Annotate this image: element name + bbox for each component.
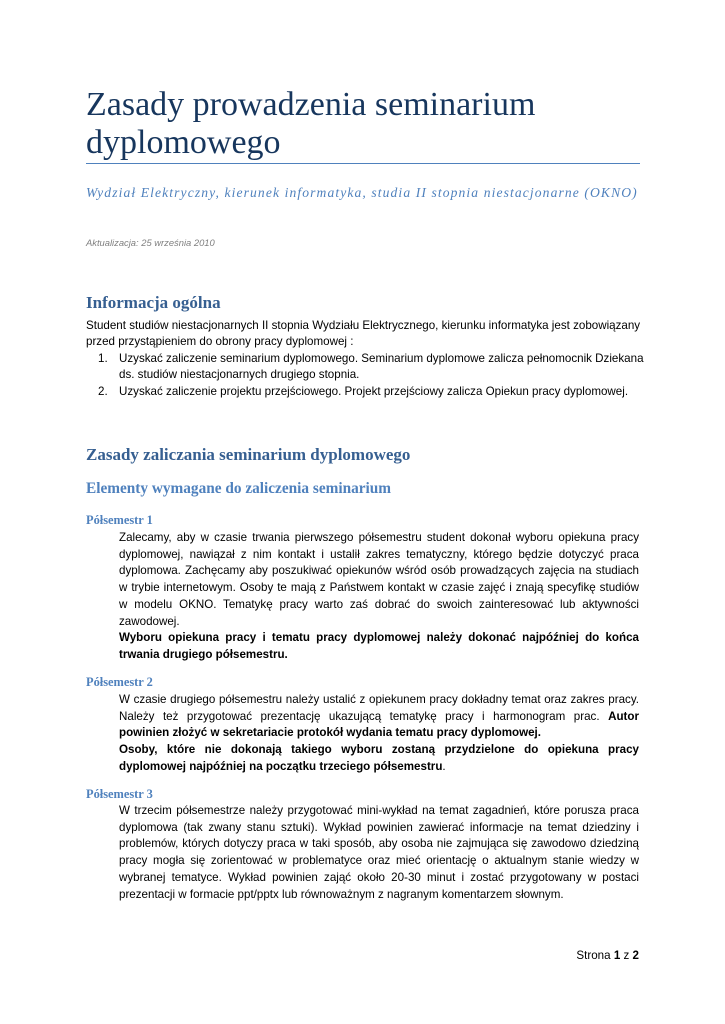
list-item-number: 2.	[98, 384, 108, 398]
semester-1-text	[119, 530, 639, 664]
list-item	[86, 384, 646, 400]
semester-3-text	[119, 803, 639, 903]
heading-required-elements: Elementy wymagane do zaliczenia seminarium	[86, 480, 392, 497]
semester-2-protocol-note: Autor powinien złożyć w sekretariacie protokół wydania tematu pracy dyplomowej.	[119, 709, 639, 740]
semester-2-text	[119, 692, 639, 776]
page-label: Strona	[576, 949, 611, 962]
document-title: Zasady prowadzenia seminarium dyplomowego	[86, 86, 536, 161]
page-of: z	[623, 949, 630, 962]
semester-2-body: W czasie drugiego półsemestru należy ustalić z opiekunem pracy dokładny temat oraz zakres pracy. Należy też przygotować prezentację ukazującą tematykę pracy i harmonogram prac.	[119, 693, 639, 723]
page-current: 1	[613, 949, 621, 962]
semester-2-period: .	[442, 759, 446, 773]
semester-1-deadline: Wyboru opiekuna pracy i tematu pracy dyplomowej należy dokonać najpóźniej do końca trwania drugiego półsemestru.	[119, 631, 639, 661]
page-number	[576, 949, 639, 962]
requirements-list	[86, 351, 646, 400]
heading-semester-1: Półsemestr 1	[86, 513, 153, 527]
heading-general-info: Informacja ogólna	[86, 293, 221, 312]
title-underline	[86, 163, 640, 164]
update-date: Aktualizacja: 25 września 2010	[86, 237, 215, 248]
semester-1-body: Zalecamy, aby w czasie trwania pierwszego półsemestru student dokonał wyboru opiekuna pracy dyplomowej, nawiązał z nim kontakt i ustalił zakres tematyczny, którego będzie dotyczyć praca dyplomowa. Zachęcamy aby poszukiwać opiekunów wśród osób prowadzących zajęcia na studiach w trybie internetowym. Osoby te mają z Państwem kontakt w czasie zajęć i znają specyfikę studiów w modelu OKNO. Tematykę pracy warto zaś dobrać do swoich zainteresować lub aktywności zawodowej.	[119, 531, 639, 628]
heading-rules: Zasady zaliczania seminarium dyplomowego	[86, 445, 411, 464]
general-intro: Student studiów niestacjonarnych II stopnia Wydziału Elektrycznego, kierunku informatyka jest zobowiązany przed przystąpieniem do obrony pracy dyplomowej :	[86, 319, 641, 349]
page-total: 2	[632, 949, 639, 962]
semester-2-assignment-note: Osoby, które nie dokonają takiego wyboru zostaną przydzielone do opiekuna pracy dyplomowej najpóźniej na początku trzeciego półsemestru	[119, 743, 639, 773]
heading-semester-2: Półsemestr 2	[86, 675, 153, 689]
list-item	[86, 351, 646, 384]
list-item-number: 1.	[98, 352, 108, 365]
list-item-text: Uzyskać zaliczenie projektu przejściowego. Projekt przejściowy zalicza Opiekun pracy dyplomowej.	[119, 384, 629, 398]
document-subtitle: Wydział Elektryczny, kierunek informatyka, studia II stopnia niestacjonarne (OKNO)	[86, 185, 638, 200]
heading-semester-3: Półsemestr 3	[86, 787, 153, 801]
list-item-text: Uzyskać zaliczenie seminarium dyplomowego. Seminarium dyplomowe zalicza pełnomocnik Dziekana ds. studiów niestacjonarnych drugiego stopnia.	[119, 352, 644, 382]
semester-3-body: W trzecim półsemestrze należy przygotować mini-wykład na temat zagadnień, które porusza praca dyplomowa (tak zwany stanu sztuki). Wykład powinien zawierać informacje na temat dziedziny i problemów, których dotyczy praca w taki sposób, aby osoba nie zajmująca się zawodowo dziedziną pracy mogła się zorientować w problematyce oraz mieć orientację o aktualnym stanie wiedzy w wybranej tematyce. Wykład powinien zająć około 20-30 minut i zostać przygotowany w postaci prezentacji w formacie ppt/pptx lub równoważnym z nagranym komentarzem słownym.	[119, 804, 639, 901]
